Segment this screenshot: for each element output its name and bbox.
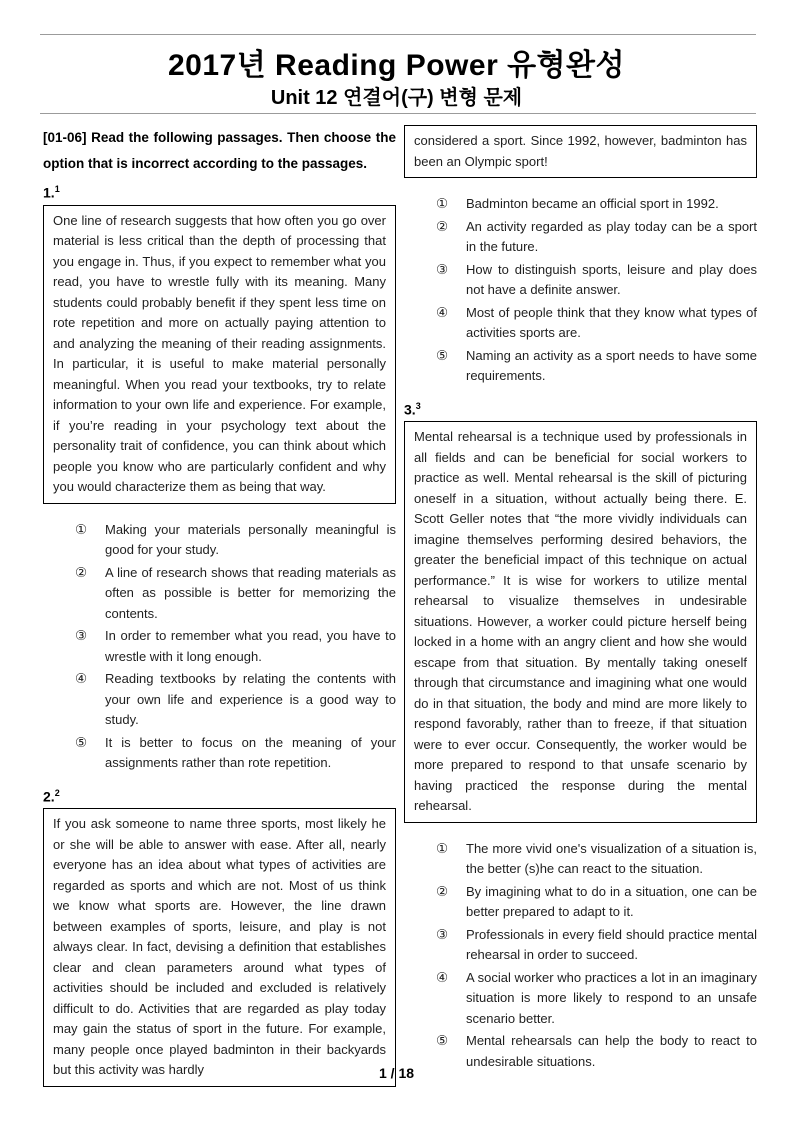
- left-column: [43, 125, 396, 1087]
- question-2-option-3: [404, 260, 757, 301]
- question-3-passage: Mental rehearsal is a technique used by professionals in all fields and can be beneficial for social workers to practice as well. Mental rehearsal is the skill of picturing oneself in a situation, without actually being there. E. Scott Geller notes that “the more vividly individuals can imagine themselves performing desired behaviors, the greater the beneficial impact of this technique on actual performance.” It is wise for workers to utilize mental rehearsal to visualize themselves in undesirable situations. However, a worker could picture herself being locked in a home with an angry client and how she would escape from that situation. By mentally taking oneself through that circumstance and imagining what one would do in that situation, the body and mind are more likely to respond favorably, rather than to freeze, if that situation were to ever occur. Consequently, the worker would be more prepared to respond to that unsafe scenario by having practiced the response during the mental rehearsal.: [404, 421, 757, 823]
- question-2-number: 2.: [43, 788, 55, 805]
- option-3-text: How to distinguish sports, leisure and play does not have a definite answer.: [466, 261, 757, 297]
- question-1-superscript: 1: [54, 184, 60, 194]
- question-1-option-4: [43, 669, 396, 731]
- option-4-text: Most of people think that they know what types of activities sports are.: [466, 304, 757, 340]
- option-2-marker: ②: [436, 218, 449, 234]
- option-1-marker: ①: [436, 196, 449, 211]
- question-3-option-4: [404, 968, 757, 1030]
- page-title: 2017년 Reading Power 유형완성: [167, 49, 626, 82]
- option-3-text: In order to remember what you read, you have to wrestle with it long enough.: [105, 628, 396, 664]
- option-1-marker: ①: [75, 521, 88, 537]
- header-top-rule: [40, 34, 756, 35]
- question-2-superscript: 2: [54, 787, 60, 798]
- question-2-options: [404, 194, 757, 387]
- option-1-text: Making your materials personally meaningful is good for your study.: [105, 521, 396, 558]
- question-3-option-1: [404, 839, 757, 880]
- option-1-marker: ①: [436, 840, 449, 856]
- option-5-marker: ⑤: [436, 347, 449, 363]
- page-number: 1 / 18: [378, 1065, 415, 1081]
- option-3-text: Professionals in every field should practice mental rehearsal in order to succeed.: [466, 926, 757, 963]
- option-4-text: A social worker who practices a lot in an imaginary situation is more likely to respond to an unsafe scenario better.: [466, 969, 757, 1026]
- option-1-text: The more vivid one's visualization of a situation is, the better (s)he can react to the situation.: [466, 840, 757, 877]
- question-3-option-3: [404, 925, 757, 966]
- question-2-option-5: [404, 346, 757, 387]
- option-3-marker: ③: [75, 628, 88, 644]
- question-1-option-5: [43, 733, 396, 774]
- option-2-marker: ②: [75, 564, 88, 580]
- two-column-body: [43, 125, 757, 1087]
- question-1-options: [43, 520, 396, 774]
- right-column: [404, 125, 757, 1087]
- option-1-text: Badminton became an official sport in 1992.: [466, 196, 719, 211]
- option-5-marker: ⑤: [75, 734, 88, 750]
- question-3-option-2: [404, 882, 757, 923]
- question-2-passage-part2: considered a sport. Since 1992, however, badminton has been an Olympic sport!: [404, 125, 757, 178]
- instructions-text: [01-06] Read the following passages. Then choose the option that is incorrect according to the passages.: [43, 130, 396, 171]
- question-1-label: [43, 180, 396, 202]
- page-subtitle: Unit 12 연결어(구) 변형 문제: [270, 87, 523, 109]
- question-3-options: [404, 839, 757, 1073]
- question-2-option-4: [404, 303, 757, 344]
- question-1-passage: One line of research suggests that how often you go over material is less critical than the depth of processing that you engage in. Thus, if you expect to remember what you read, you have to wrestle fully with its meaning. Many students could probably benefit if they spent less time on rote repetition and more on actually paying attention to and analyzing the meaning of their reading assignments. In particular, it is useful to make material personally meaningful. When you read your textbooks, try to relate information to your own life and experience. For example, if you’re reading in your psychology text about the personality trait of confidence, you can think about which people you know who are particularly confident and why you would characterize them as being that way.: [43, 205, 396, 504]
- option-4-marker: ④: [436, 969, 449, 985]
- question-1-number: 1.: [43, 184, 55, 201]
- question-1-option-3: [43, 626, 396, 667]
- option-4-marker: ④: [436, 304, 449, 320]
- option-2-marker: ②: [436, 883, 449, 899]
- option-5-text: It is better to focus on the meaning of your assignments rather than rote repetition.: [105, 734, 396, 771]
- question-1-option-1: [43, 520, 396, 561]
- option-2-text: By imagining what to do in a situation, one can be better prepared to adapt to it.: [466, 883, 757, 920]
- option-5-marker: ⑤: [436, 1033, 449, 1049]
- question-2-option-1: [404, 194, 757, 215]
- header-bottom-rule: [40, 113, 756, 114]
- question-2-passage-part1: If you ask someone to name three sports, most likely he or she will be able to answer with ease. After all, nearly everyone has an idea about what types of activities are regarded as sports and which are not. Most of us think we know what sports are. However, the line drawn between examples of sports, leisure, and play is not always clear. In fact, devising a definition that establishes clear and clean parameters around what types of activities should be included and excluded is relatively difficult to do. Activities that are regarded as play today may gain the status of sport in the future. For example, many people once played badminton in their backyards but this activity was hardly: [43, 808, 396, 1087]
- option-4-marker: ④: [75, 671, 88, 687]
- option-2-text: A line of research shows that reading materials as often as possible is better for memorizing the contents.: [105, 564, 396, 621]
- question-1-option-2: [43, 563, 396, 625]
- option-5-text: Naming an activity as a sport needs to have some requirements.: [466, 347, 757, 383]
- option-5-text: Mental rehearsals can help the body to react to undesirable situations.: [466, 1033, 757, 1069]
- option-4-text: Reading textbooks by relating the contents with your own life and experience is a good way to study.: [105, 671, 396, 728]
- question-2-option-2: [404, 217, 757, 258]
- option-2-text: An activity regarded as play today can be a sport in the future.: [466, 218, 757, 254]
- option-3-marker: ③: [436, 261, 449, 277]
- option-3-marker: ③: [436, 926, 449, 942]
- question-3-label: [404, 397, 757, 419]
- question-2-label: [43, 784, 396, 806]
- question-3-superscript: 3: [415, 400, 421, 411]
- question-3-number: 3.: [404, 401, 416, 418]
